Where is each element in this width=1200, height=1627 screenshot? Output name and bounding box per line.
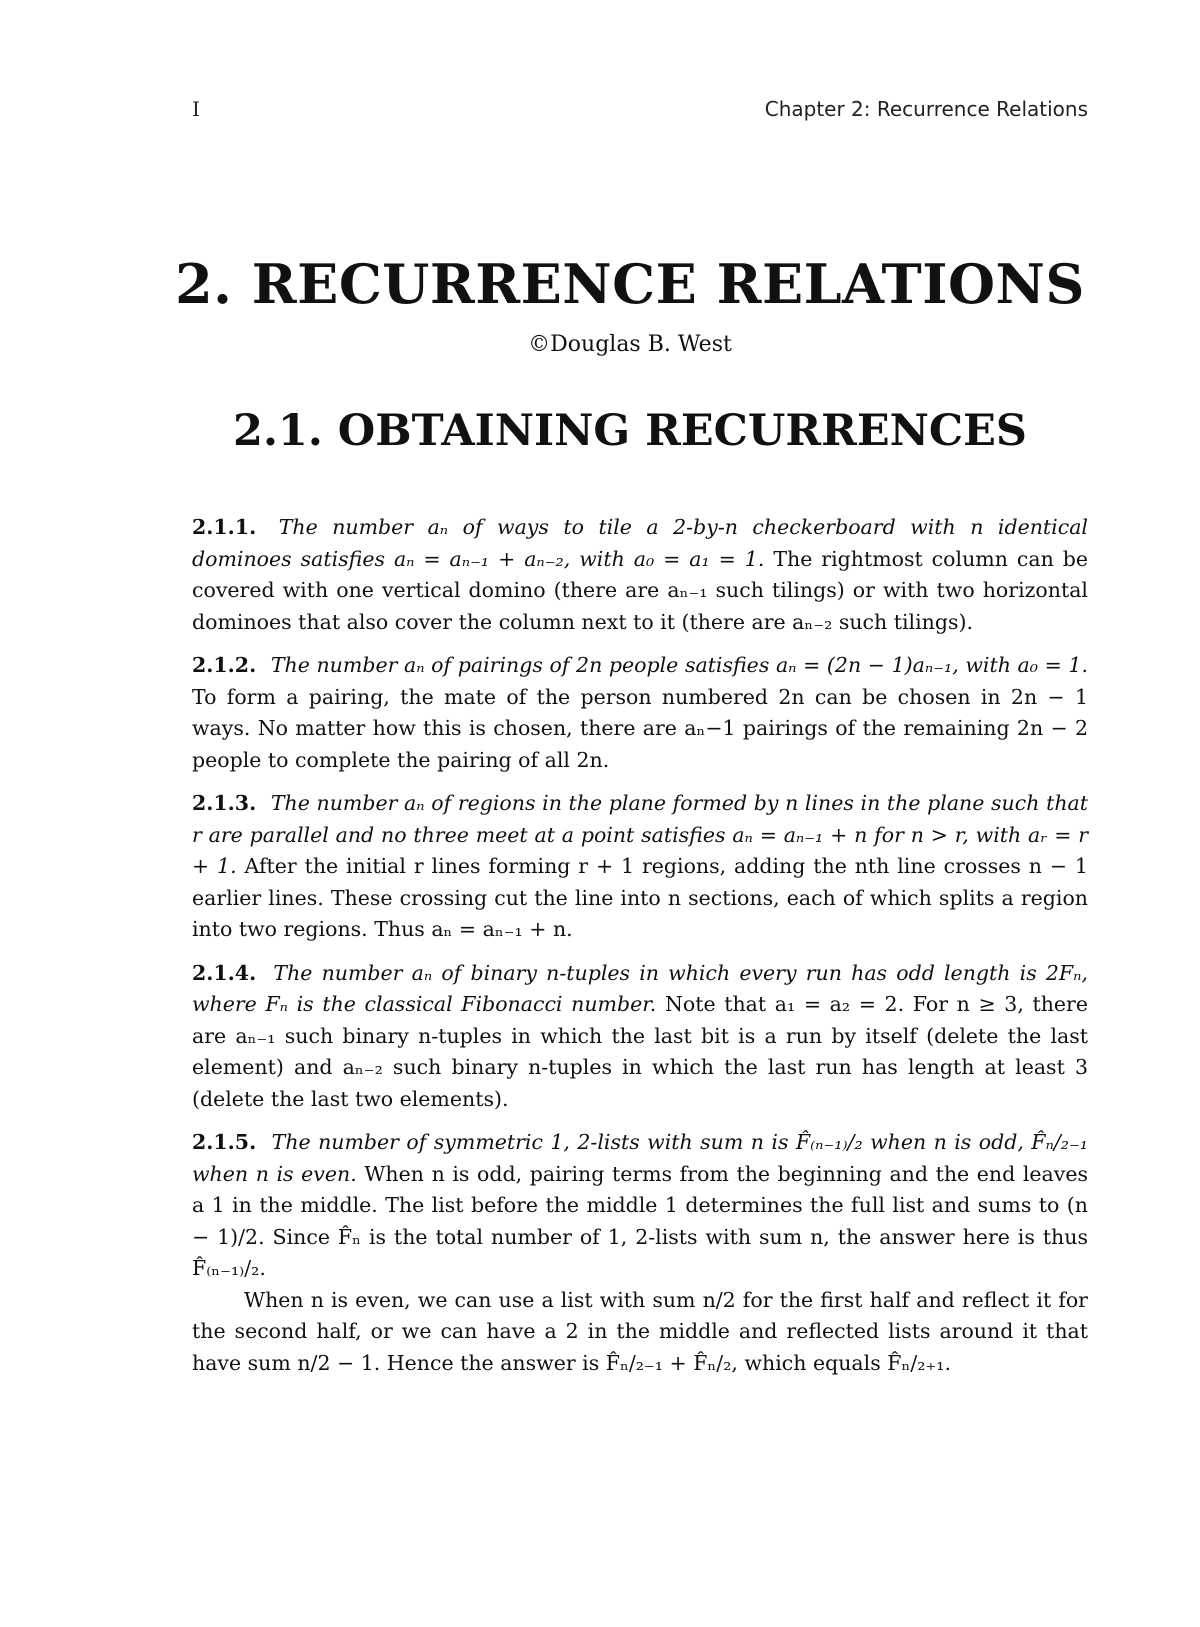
item-2-1-3 (192, 788, 1088, 946)
item-body: To form a pairing, the mate of the person numbered 2n can be chosen in 2n − 1 ways. No matter how this is chosen, there are aₙ−1 pairings of the remaining 2n − 2 people to complete the pairing of all 2n. (192, 684, 1088, 772)
section-title: 2.1. OBTAINING RECURRENCES (233, 406, 1027, 456)
item-statement: The number aₙ of ways to tile a 2-by-n checkerboard with n identical dominoes satisfies aₙ = aₙ₋₁ + aₙ₋₂, with a₀ = a₁ = 1. (192, 515, 1088, 571)
author-line: ©Douglas B. West (528, 332, 732, 357)
item-number: 2.1.3. (192, 791, 257, 815)
item-number: 2.1.1. (192, 515, 257, 539)
item-first-paragraph (192, 1127, 1088, 1285)
item-statement: The number of symmetric 1, 2-lists with sum n is F̂₍ₙ₋₁₎/₂ when n is odd, F̂ₙ/₂₋₁ when n is even. (192, 1130, 1088, 1186)
item-body: After the initial r lines forming r + 1 regions, adding the nth line crosses n − 1 earlier lines. These crossing cut the line into n sections, each of which splits a region into two regions. Thus aₙ = aₙ₋₁ + n. (192, 854, 1088, 941)
item-2-1-2 (192, 650, 1088, 776)
item-2-1-1 (192, 512, 1088, 638)
item-body: When n is odd, pairing terms from the beginning and the end leaves a 1 in the middle. The list before the middle 1 determines the full list and sums to (n − 1)/2. Since F̂ₙ is the total number of 1, 2-lists with sum n, the answer here is thus F̂₍ₙ₋₁₎/₂. (192, 1161, 1088, 1280)
item-body: Note that a₁ = a₂ = 2. For n ≥ 3, there are aₙ₋₁ such binary n-tuples in which the last bit is a run by itself (delete the last element) and aₙ₋₂ such binary n-tuples in which the last run has length at least 3 (delete the last two elements). (192, 992, 1088, 1111)
section-body (192, 512, 1088, 1391)
item-2-1-5 (192, 1127, 1088, 1379)
item-statement: The number aₙ of regions in the plane formed by n lines in the plane such that r are parallel and no three meet at a point satisfies aₙ = aₙ₋₁ + n for n > r, with aᵣ = r + 1. (192, 791, 1088, 878)
item-number: 2.1.4. (192, 960, 257, 985)
running-title: Chapter 2: Recurrence Relations (764, 97, 1088, 121)
item-2-1-4 (192, 958, 1088, 1116)
item-second-paragraph: When n is even, we can use a list with sum n/2 for the first half and reflect it for the second half, or we can have a 2 in the middle and reflected lists around it that have sum n/2 − 1. Hence the answer is F̂ₙ/₂₋₁ + F̂ₙ/₂, which equals F̂ₙ/₂₊₁. (192, 1287, 1088, 1375)
item-statement: The number aₙ of binary n-tuples in which every run has odd length is 2Fₙ, where Fₙ is the classical Fibonacci number. (192, 960, 1088, 1016)
running-head (192, 94, 1088, 124)
item-body: The rightmost column can be covered with one vertical domino (there are aₙ₋₁ such tilings) or with two horizontal dominoes that also cover the column next to it (there are aₙ₋₂ such tilings). (192, 546, 1088, 634)
chapter-title: 2. RECURRENCE RELATIONS (175, 252, 1085, 316)
item-statement: The number aₙ of pairings of 2n people satisfies aₙ = (2n − 1)aₙ₋₁, with a₀ = 1. (270, 653, 1088, 677)
page-number: I (192, 97, 200, 121)
item-number: 2.1.5. (192, 1130, 257, 1154)
item-number: 2.1.2. (192, 653, 257, 677)
